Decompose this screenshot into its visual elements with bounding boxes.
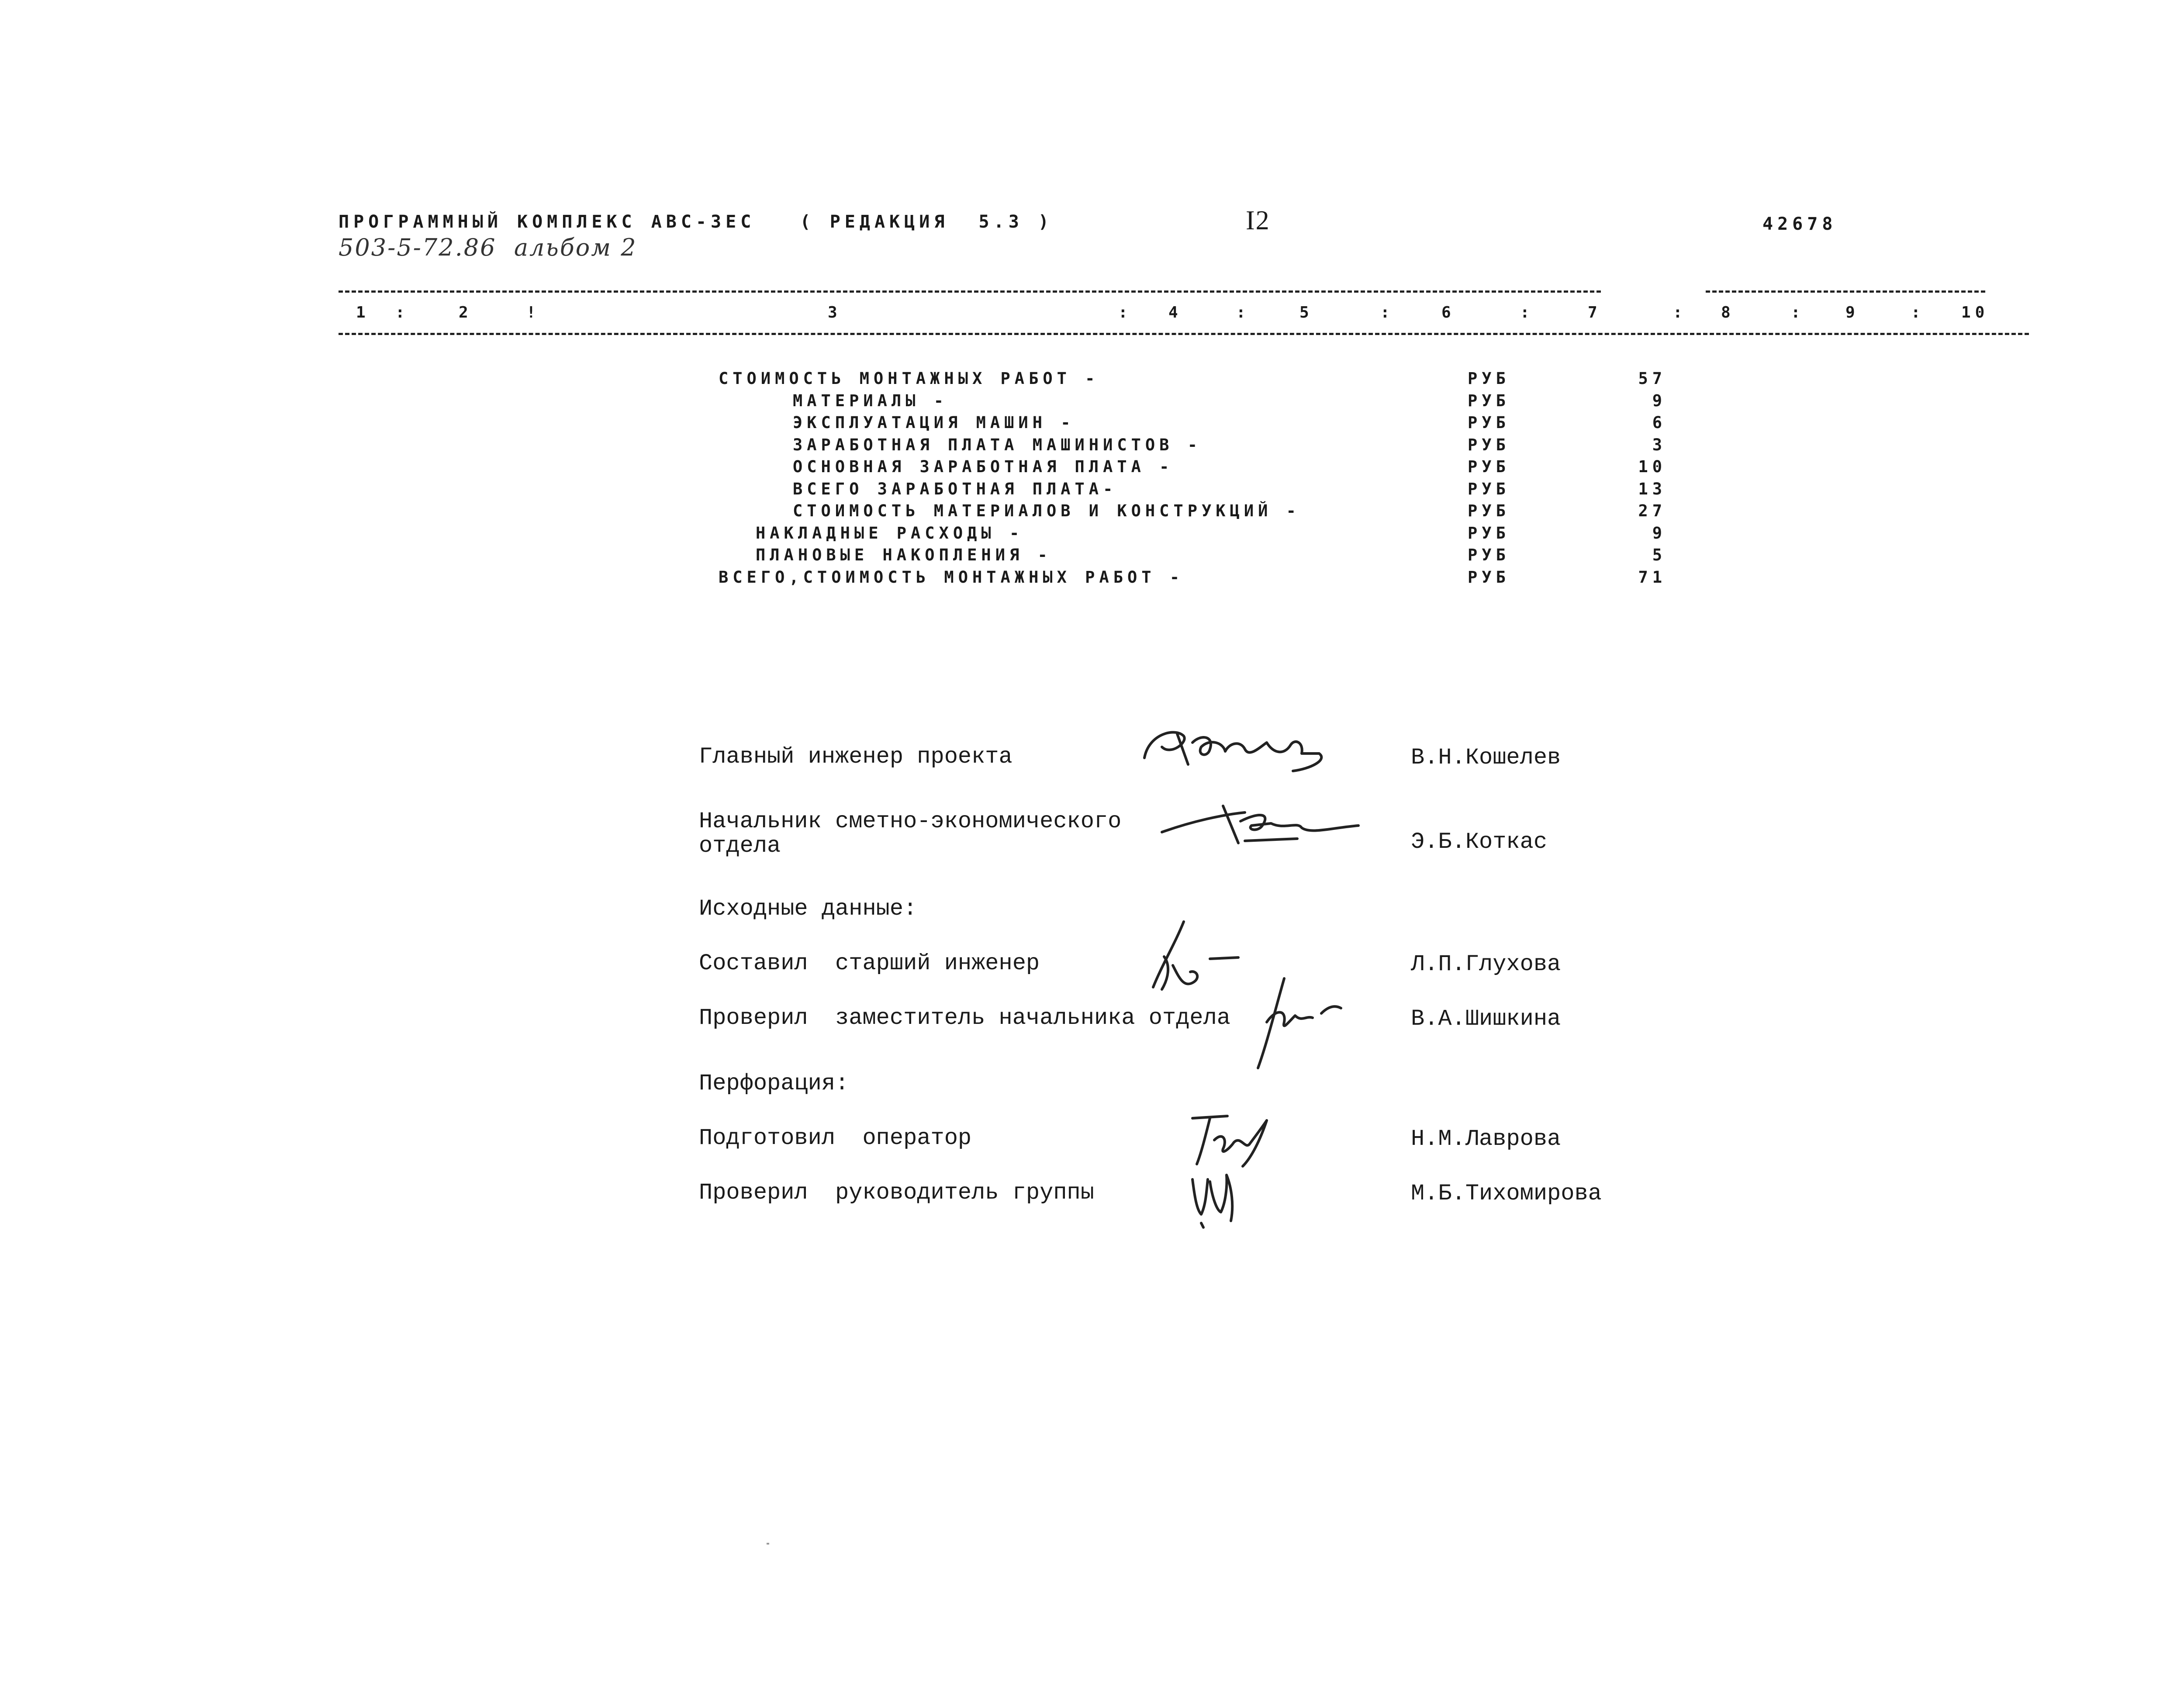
cost-row-label: СТОИМОСТЬ МАТЕРИАЛОВ И КОНСТРУКЦИЙ - [793,501,1300,520]
column-separator: : [1520,304,1534,321]
checked-by-signature [1241,974,1363,1075]
cost-row-label: ВСЕГО ЗАРАБОТНАЯ ПЛАТА- [793,479,1117,498]
dept-head-name: Э.Б.Коткас [1411,829,1548,855]
perforation-heading: Перфорация: [699,1071,849,1096]
checked-by-group-name: М.Б.Тихомирова [1411,1181,1602,1206]
program-header: ПРОГРАММНЫЙ КОМПЛЕКС АВС-3ЕС ( РЕДАКЦИЯ 5.3 ) [339,212,1053,232]
cost-row-label: ПЛАНОВЫЕ НАКОПЛЕНИЯ - [756,546,1052,564]
cost-row-unit: РУБ [1468,546,1510,564]
column-number: 8 [1721,304,1735,321]
column-separator: : [1791,304,1805,321]
cost-row-value: 57 [1638,369,1666,388]
column-number: 7 [1588,304,1602,321]
column-number: 2 [459,304,473,321]
compiled-by-name: Л.П.Глухова [1411,951,1561,977]
column-separator: : [1911,304,1925,321]
column-separator: ! [526,304,540,321]
page-number: I2 [1246,206,1270,235]
speck [767,1543,769,1545]
handwritten-reference: 503-5-72.86 альбом 2 [339,234,637,261]
cost-row-unit: РУБ [1468,457,1510,476]
cost-row-value: 9 [1652,391,1666,410]
column-separator: : [1673,304,1687,321]
cost-row-value: 71 [1638,567,1666,587]
cost-row-label: ЗАРАБОТНАЯ ПЛАТА МАШИНИСТОВ - [793,435,1202,454]
prepared-by-label: Подготовил оператор [699,1125,972,1151]
cost-row-unit: РУБ [1468,567,1510,587]
dept-head-label: Начальник сметно-экономического отдела [699,809,1122,859]
column-separator: : [1380,304,1394,321]
checked-by-label: Проверил заместитель начальника отдела [699,1005,1230,1031]
cost-row-unit: РУБ [1468,391,1510,410]
table-top-rule-right [1706,290,1985,293]
cost-row-label: ВСЕГО,СТОИМОСТЬ МОНТАЖНЫХ РАБОТ - [719,567,1184,587]
checked-by-name: В.А.Шишкина [1411,1006,1561,1032]
column-number: 3 [828,304,842,321]
column-number: 5 [1299,304,1313,321]
cost-row-unit: РУБ [1468,479,1510,498]
column-number: 9 [1845,304,1859,321]
cost-row-value: 9 [1652,523,1666,543]
column-number: 10 [1961,304,1989,321]
cost-row-unit: РУБ [1468,523,1510,543]
column-separator: : [1236,304,1250,321]
document-number: 42678 [1762,214,1837,234]
checked-by-group-signature [1179,1162,1258,1232]
column-separator: : [1118,304,1132,321]
chief-engineer-signature [1136,716,1363,786]
source-data-heading: Исходные данные: [699,896,917,922]
checked-by-group-label: Проверил руководитель группы [699,1180,1094,1206]
column-number: 4 [1168,304,1182,321]
cost-row-unit: РУБ [1468,435,1510,454]
column-separator: : [395,304,409,321]
chief-engineer-label: Главный инженер проекта [699,744,1013,770]
column-number: 1 [356,304,370,321]
table-bottom-rule [339,333,2029,335]
compiled-by-label: Составил старший инженер [699,950,1040,976]
cost-row-value: 3 [1652,435,1666,454]
cost-row-unit: РУБ [1468,369,1510,388]
table-top-rule [339,290,1601,293]
prepared-by-signature [1179,1105,1284,1171]
cost-row-value: 10 [1638,457,1666,476]
cost-row-value: 6 [1652,413,1666,432]
cost-row-label: МАТЕРИАЛЫ - [793,391,948,410]
cost-row-label: НАКЛАДНЫЕ РАСХОДЫ - [756,523,1024,543]
cost-row-value: 5 [1652,546,1666,564]
dept-head-signature [1158,795,1367,852]
cost-row-label: СТОИМОСТЬ МОНТАЖНЫХ РАБОТ - [719,369,1099,388]
cost-row-value: 27 [1638,501,1666,520]
prepared-by-name: Н.М.Лаврова [1411,1126,1561,1152]
cost-row-label: ЭКСПЛУАТАЦИЯ МАШИН - [793,413,1075,432]
chief-engineer-name: В.Н.Кошелев [1411,745,1561,771]
cost-row-unit: РУБ [1468,501,1510,520]
cost-row-unit: РУБ [1468,413,1510,432]
column-number: 6 [1441,304,1455,321]
cost-row-label: ОСНОВНАЯ ЗАРАБОТНАЯ ПЛАТА - [793,457,1174,476]
cost-row-value: 13 [1638,479,1666,498]
